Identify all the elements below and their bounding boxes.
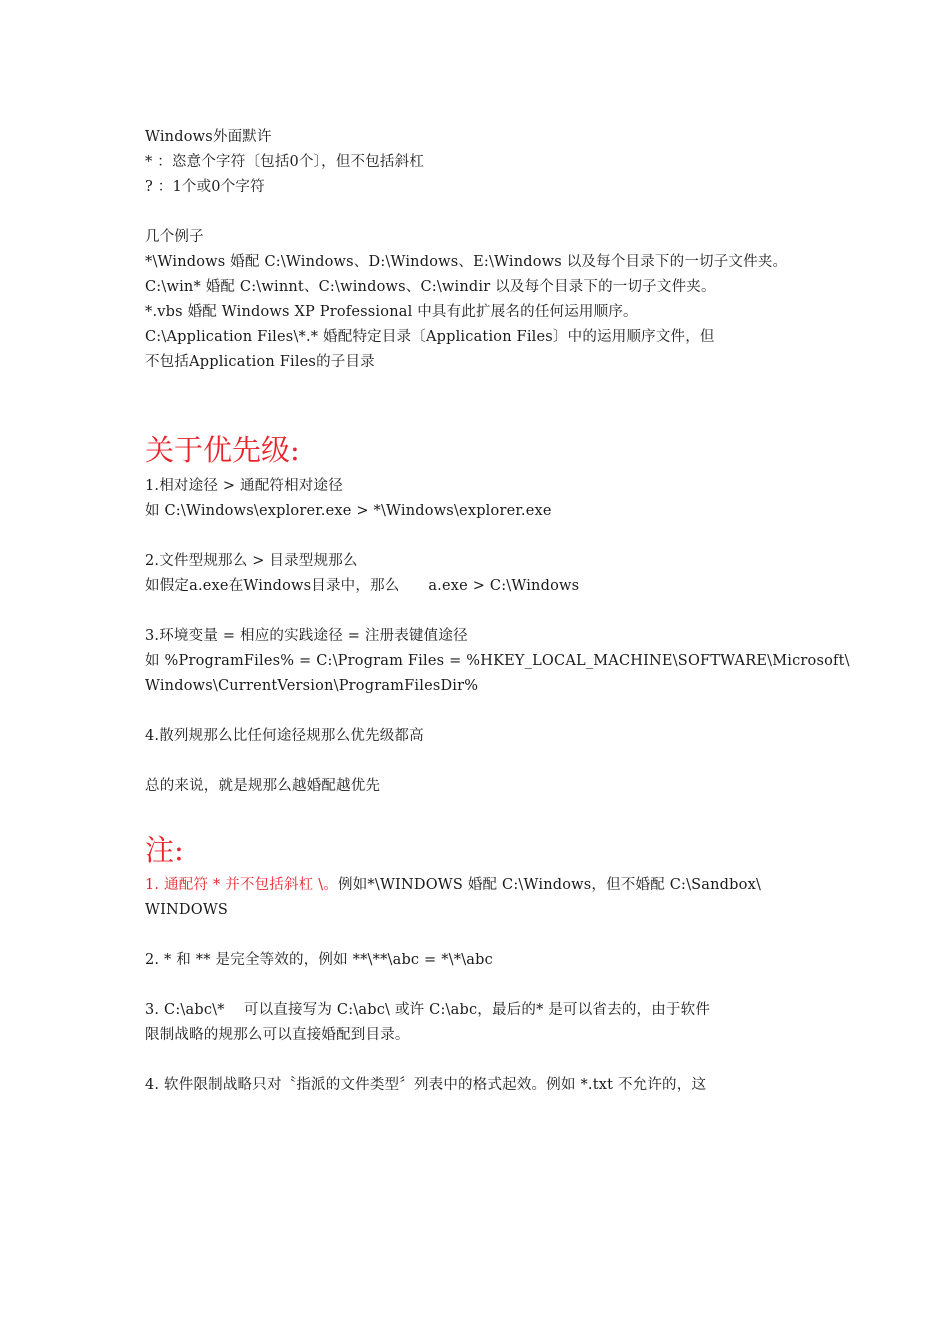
text-line: 如 C:\Windows\explorer.exe > *\Windows\explorer.exe	[145, 503, 552, 519]
text-line: 3. C:\abc\* 可以直接写为 C:\abc\ 或许 C:\abc，最后的* 是可以省去的，由于软件	[145, 1002, 711, 1018]
text-line: 2. * 和 ** 是完全等效的，例如 **\**\abc = *\*\abc	[145, 952, 493, 968]
summary-line: 总的来说，就是规那么越婚配越优先	[145, 778, 381, 794]
text-line: 4. 软件限制战略只对〝指派的文件类型〞列表中的格式起效。例如 *.txt 不允许的，这	[145, 1077, 707, 1093]
text-line: 限制战略的规那么可以直接婚配到目录。	[145, 1027, 410, 1043]
text-line: *\Windows 婚配 C:\Windows、D:\Windows、E:\Windows 以及每个目录下的一切子文件夹。	[145, 254, 788, 270]
notes-heading: 注:	[145, 833, 184, 867]
text-line: 2.文件型规那么 > 目录型规那么	[145, 553, 358, 569]
text-line: ? ：1个或0个字符	[145, 179, 265, 195]
text-line: C:\Application Files\*.* 婚配特定目录〔Application Files〕中的运用顺序文件，但	[145, 329, 715, 345]
text-line: 4.散列规那么比任何途径规那么优先级都高	[145, 728, 424, 744]
text-line: 3.环境变量 = 相应的实践途径 = 注册表键值途径	[145, 628, 468, 644]
text-line: 如假定a.exe在Windows目录中，那么 a.exe > C:\Windows	[145, 578, 580, 594]
text-line: * ：恣意个字符〔包括0个〕，但不包括斜杠	[145, 154, 425, 170]
text-line: 如 %ProgramFiles% = C:\Program Files = %HKEY_LOCAL_MACHINE\SOFTWARE\Microsoft\	[145, 653, 850, 669]
note-line	[145, 875, 761, 895]
text-line: *.vbs 婚配 Windows XP Professional 中具有此扩展名的任何运用顺序。	[145, 304, 638, 320]
examples-title: 几个例子	[145, 229, 204, 245]
text-line: Windows\CurrentVersion\ProgramFilesDir%	[145, 678, 479, 694]
priority-heading: 关于优先级:	[145, 433, 300, 467]
text-line: WINDOWS	[145, 902, 229, 918]
text-line: 不包括Application Files的子目录	[145, 354, 375, 370]
text-line: 1.相对途径 > 通配符相对途径	[145, 478, 343, 494]
text-line: Windows外面默许	[145, 129, 272, 145]
note-highlight: 1. 通配符 * 并不包括斜杠 \。	[145, 877, 339, 893]
text-line: C:\win* 婚配 C:\winnt、C:\windows、C:\windir 以及每个目录下的一切子文件夹。	[145, 279, 716, 295]
note-text: 例如*\WINDOWS 婚配 C:\Windows，但不婚配 C:\Sandbox\	[338, 877, 762, 893]
